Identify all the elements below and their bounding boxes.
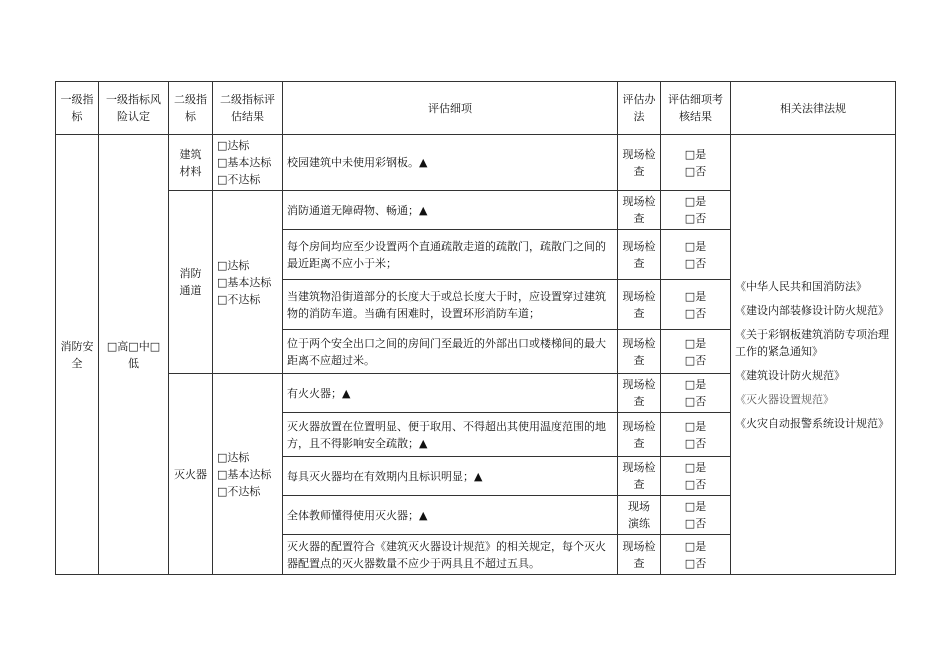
detail-item: 灭火器的配置符合《建筑灭火器设计规范》的相关规定，每个灭火器配置点的灭火器数量不应少于两具且不超过五具。	[283, 535, 618, 575]
assessment-table	[55, 81, 896, 575]
check-result-options[interactable]: □是 □否	[661, 191, 731, 230]
law-item: 《灭火器设置规范》	[735, 392, 834, 406]
detail-item: 有火火器；▲	[283, 374, 618, 413]
method-cell: 现场检 查	[618, 230, 661, 280]
header-detail: 评估细项	[283, 82, 618, 135]
law-item: 《中华人民共和国消防法》	[735, 279, 867, 293]
check-result-options[interactable]: □是 □否	[661, 413, 731, 457]
laws-cell	[731, 135, 896, 575]
check-result-options[interactable]: □是 □否	[661, 330, 731, 374]
method-cell: 现场检 查	[618, 330, 661, 374]
level1-risk-options[interactable]: □高□中□ 低	[99, 135, 169, 575]
header-level1-risk: 一级指标风 险认定	[99, 82, 169, 135]
level2-result-options[interactable]: □达标 □基本达标 □不达标	[213, 374, 283, 575]
level2-name: 消防 通道	[169, 191, 213, 374]
level2-name: 灭火器	[169, 374, 213, 575]
header-row	[56, 82, 896, 135]
table-row	[56, 135, 896, 191]
level2-result-options[interactable]: □达标 □基本达标 □不达标	[213, 191, 283, 374]
law-item: 《建设内部装修设计防火规范》	[735, 303, 889, 317]
check-result-options[interactable]: □是 □否	[661, 230, 731, 280]
detail-item: 灭火器放置在位置明显、便于取用、不得超出其使用温度范围的地方，且不得影响安全疏散；▲	[283, 413, 618, 457]
method-cell: 现场检 查	[618, 413, 661, 457]
method-cell: 现场检 查	[618, 280, 661, 330]
detail-item: 每个房间均应至少设置两个直通疏散走道的疏散门，疏散门之间的最近距离不应小于米；	[283, 230, 618, 280]
check-result-options[interactable]: □是 □否	[661, 535, 731, 575]
method-cell: 现场检 查	[618, 191, 661, 230]
header-laws: 相关法律法规	[731, 82, 896, 135]
detail-item: 当建筑物沿街道部分的长度大于或总长度大于时，应设置穿过建筑物的消防车道。当确有困难时，设置环形消防车道；	[283, 280, 618, 330]
detail-item: 全体教师懂得使用灭火器；▲	[283, 496, 618, 535]
level1-name: 消防安 全	[56, 135, 99, 575]
method-cell: 现场检 查	[618, 457, 661, 496]
check-result-options[interactable]: □是 □否	[661, 496, 731, 535]
method-cell: 现场检 查	[618, 135, 661, 191]
check-result-options[interactable]: □是 □否	[661, 280, 731, 330]
check-result-options[interactable]: □是 □否	[661, 135, 731, 191]
header-level1: 一级指 标	[56, 82, 99, 135]
header-level2-result: 二级指标评 估结果	[213, 82, 283, 135]
detail-item: 校园建筑中未使用彩钢板。▲	[283, 135, 618, 191]
header-level2: 二级指 标	[169, 82, 213, 135]
law-item: 《关于彩钢板建筑消防专项治理工作的紧急通知》	[735, 327, 889, 358]
check-result-options[interactable]: □是 □否	[661, 374, 731, 413]
law-item: 《建筑设计防火规范》	[735, 368, 845, 382]
level2-name: 建筑 材料	[169, 135, 213, 191]
detail-item: 位于两个安全出口之间的房间门至最近的外部出口或楼梯间的最大距离不应超过米。	[283, 330, 618, 374]
check-result-options[interactable]: □是 □否	[661, 457, 731, 496]
header-check-result: 评估细项考 核结果	[661, 82, 731, 135]
header-method: 评估办 法	[618, 82, 661, 135]
method-cell: 现场 演练	[618, 496, 661, 535]
detail-item: 消防通道无障碍物、畅通；▲	[283, 191, 618, 230]
method-cell: 现场检 查	[618, 374, 661, 413]
method-cell: 现场检 查	[618, 535, 661, 575]
level2-result-options[interactable]: □达标 □基本达标 □不达标	[213, 135, 283, 191]
law-item: 《火灾自动报警系统设计规范》	[735, 416, 889, 430]
detail-item: 每具灭火器均在有效期内且标识明显；▲	[283, 457, 618, 496]
